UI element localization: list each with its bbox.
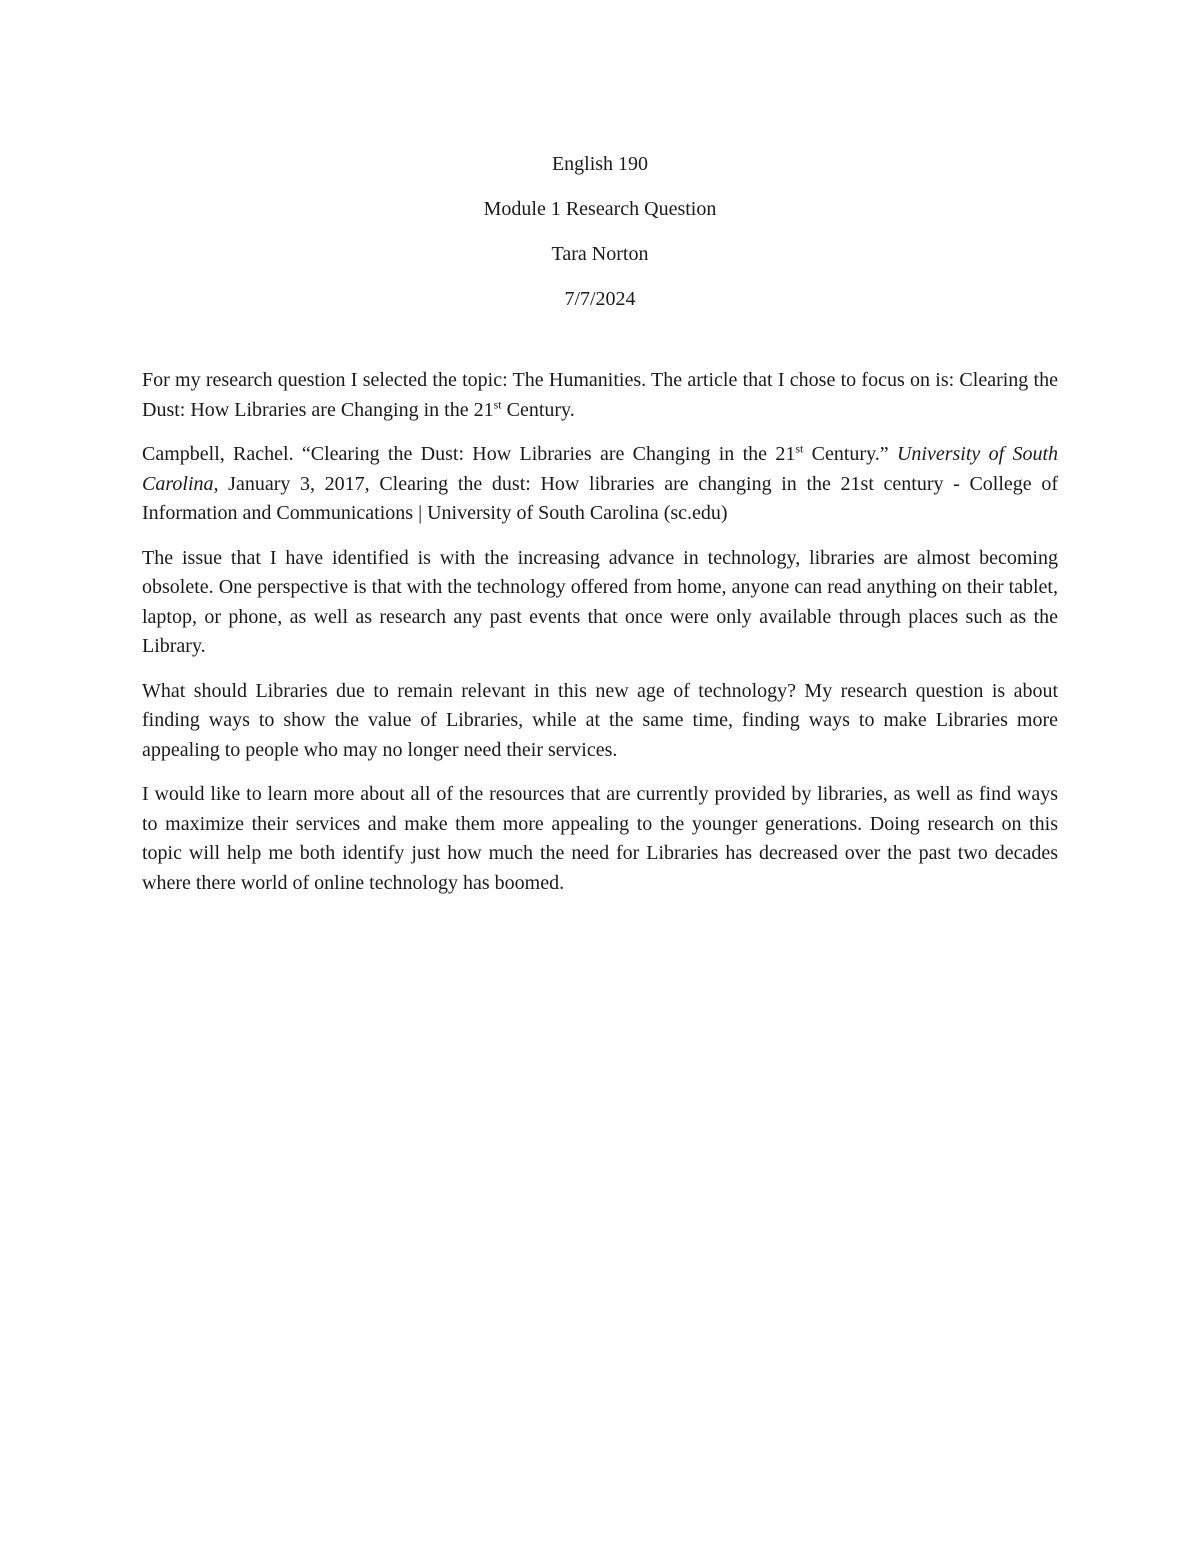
assignment-title: Module 1 Research Question <box>483 198 717 220</box>
citation-details: January 3, 2017, Clearing the dust: How libraries are changing in the 21st century - College of Information and Communications | University of South Carolina (sc.edu) <box>142 472 1058 524</box>
paragraph-goals: I would like to learn more about all of the resources that are currently provided by libraries, as well as find ways to maximize their services and make them more appealing to the younger generations. Doing research on this topic will help me both identify just how much the need for Libraries has decreased over the past two decades where there world of online technology has boomed. <box>142 783 1058 894</box>
citation-publisher: University of South Carolina, <box>142 443 1059 495</box>
document-header <box>142 142 1058 322</box>
citation-title-end: Century.” <box>803 443 889 465</box>
paragraph-citation <box>142 440 1058 529</box>
paragraph-issue: The issue that I have identified is with the increasing advance in technology, libraries are almost becoming obsolete. One perspective is that with the technology offered from home, anyone can read anything on their tablet, laptop, or phone, as well as research any past events that once were only available through places such as the Library. <box>142 546 1058 657</box>
paragraph-topic <box>142 366 1058 425</box>
author-name: Tara Norton <box>551 243 649 265</box>
document-date: 7/7/2024 <box>564 288 636 310</box>
course-title: English 190 <box>551 153 649 175</box>
paragraph-topic-text: For my research question I selected the topic: The Humanities. The article that I chose to focus on is: Clearing the Dust: How Libraries are Changing in the 21 <box>142 369 1058 421</box>
paragraph-topic-end: Century. <box>501 398 575 421</box>
superscript-st: st <box>795 441 804 456</box>
citation-author-title: Campbell, Rachel. “Clearing the Dust: How Libraries are Changing in the 21 <box>142 443 796 465</box>
document-body <box>142 366 1058 913</box>
superscript-st: st <box>493 396 502 411</box>
paragraph-question: What should Libraries due to remain relevant in this new age of technology? My research question is about finding ways to show the value of Libraries, while at the same time, finding ways to make Libraries more appealing to people who may no longer need their services. <box>142 679 1058 761</box>
